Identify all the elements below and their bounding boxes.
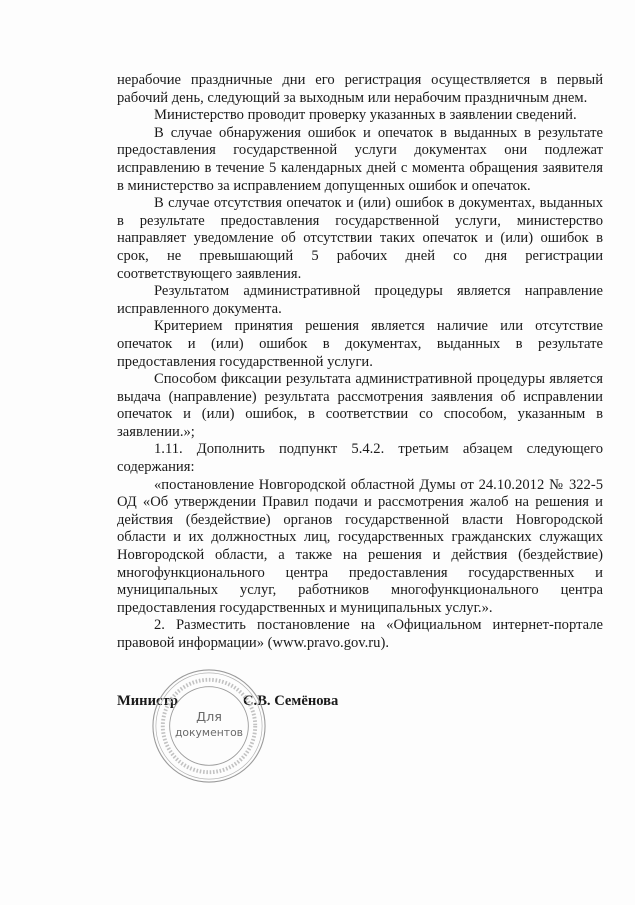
paragraph-decision-criterion: Критерием принятия решения является наличие или отсутствие опечаток и (или) ошибок в документах, выданных в результате предоставления государственной услуги. xyxy=(117,318,603,370)
paragraph-procedure-result: Результатом административной процедуры является направление исправленного документа. xyxy=(117,283,603,317)
paragraph-errors-absent: В случае отсутствия опечаток и (или) ошибок в документах, выданных в результате предоставления государственной услуги, министерство направляет уведомление об отсутствии таких опечаток и (или) ошибок в срок, не превышающий 5 рабочих дней со дня регистрации соответствующего заявления. xyxy=(117,195,603,282)
stamp-line-1: Для xyxy=(196,710,222,726)
official-stamp xyxy=(150,667,268,785)
paragraph-amendment-1-11: 1.11. Дополнить подпункт 5.4.2. третьим абзацем следующего содержания: xyxy=(117,441,603,476)
signature-title: Министр xyxy=(117,693,178,709)
document-body xyxy=(117,72,603,653)
signature-name: С.В. Семёнова xyxy=(243,693,339,709)
paragraph-errors-found: В случае обнаружения ошибок и опечаток в выданных в результате предоставления государственной услуги документах они подлежат исправлению в течение 5 календарных дней с момента обращения заявителя в министерство за исправлением допущенных ошибок и опечаток. xyxy=(117,124,603,194)
paragraph-fixation-method: Способом фиксации результата административной процедуры является выдача (направление) результата рассмотрения заявления об исправлении опечаток и (или) ошибок, в соответствии со способом, указанным в заявлении.»; xyxy=(117,371,603,440)
paragraph-ministry-check: Министерство проводит проверку указанных в заявлении сведений. xyxy=(154,107,577,124)
paragraph-publication: 2. Разместить постановление на «Официальном интернет-портале правовой информации» (www.pravo.gov.ru). xyxy=(117,617,603,651)
stamp-line-2: документов xyxy=(174,725,244,739)
paragraph-registration-continuation: нерабочие праздничные дни его регистрация осуществляется в первый рабочий день, следующий за выходным или нерабочим праздничным днем. xyxy=(117,72,603,106)
paragraph-resolution-quote: «постановление Новгородской областной Думы от 24.10.2012 № 322-5 ОД «Об утверждении Правил подачи и рассмотрения жалоб на решения и действия (бездействие) органов государственной власти Новгородской области и их должностных лиц, государственных гражданских служащих Новгородской области, а также на решения и действия (бездействие) многофункционального центра предоставления государственных и муниципальных услуг, работников многофункционального центра предоставления государственных и муниципальных услуг.». xyxy=(117,476,603,616)
